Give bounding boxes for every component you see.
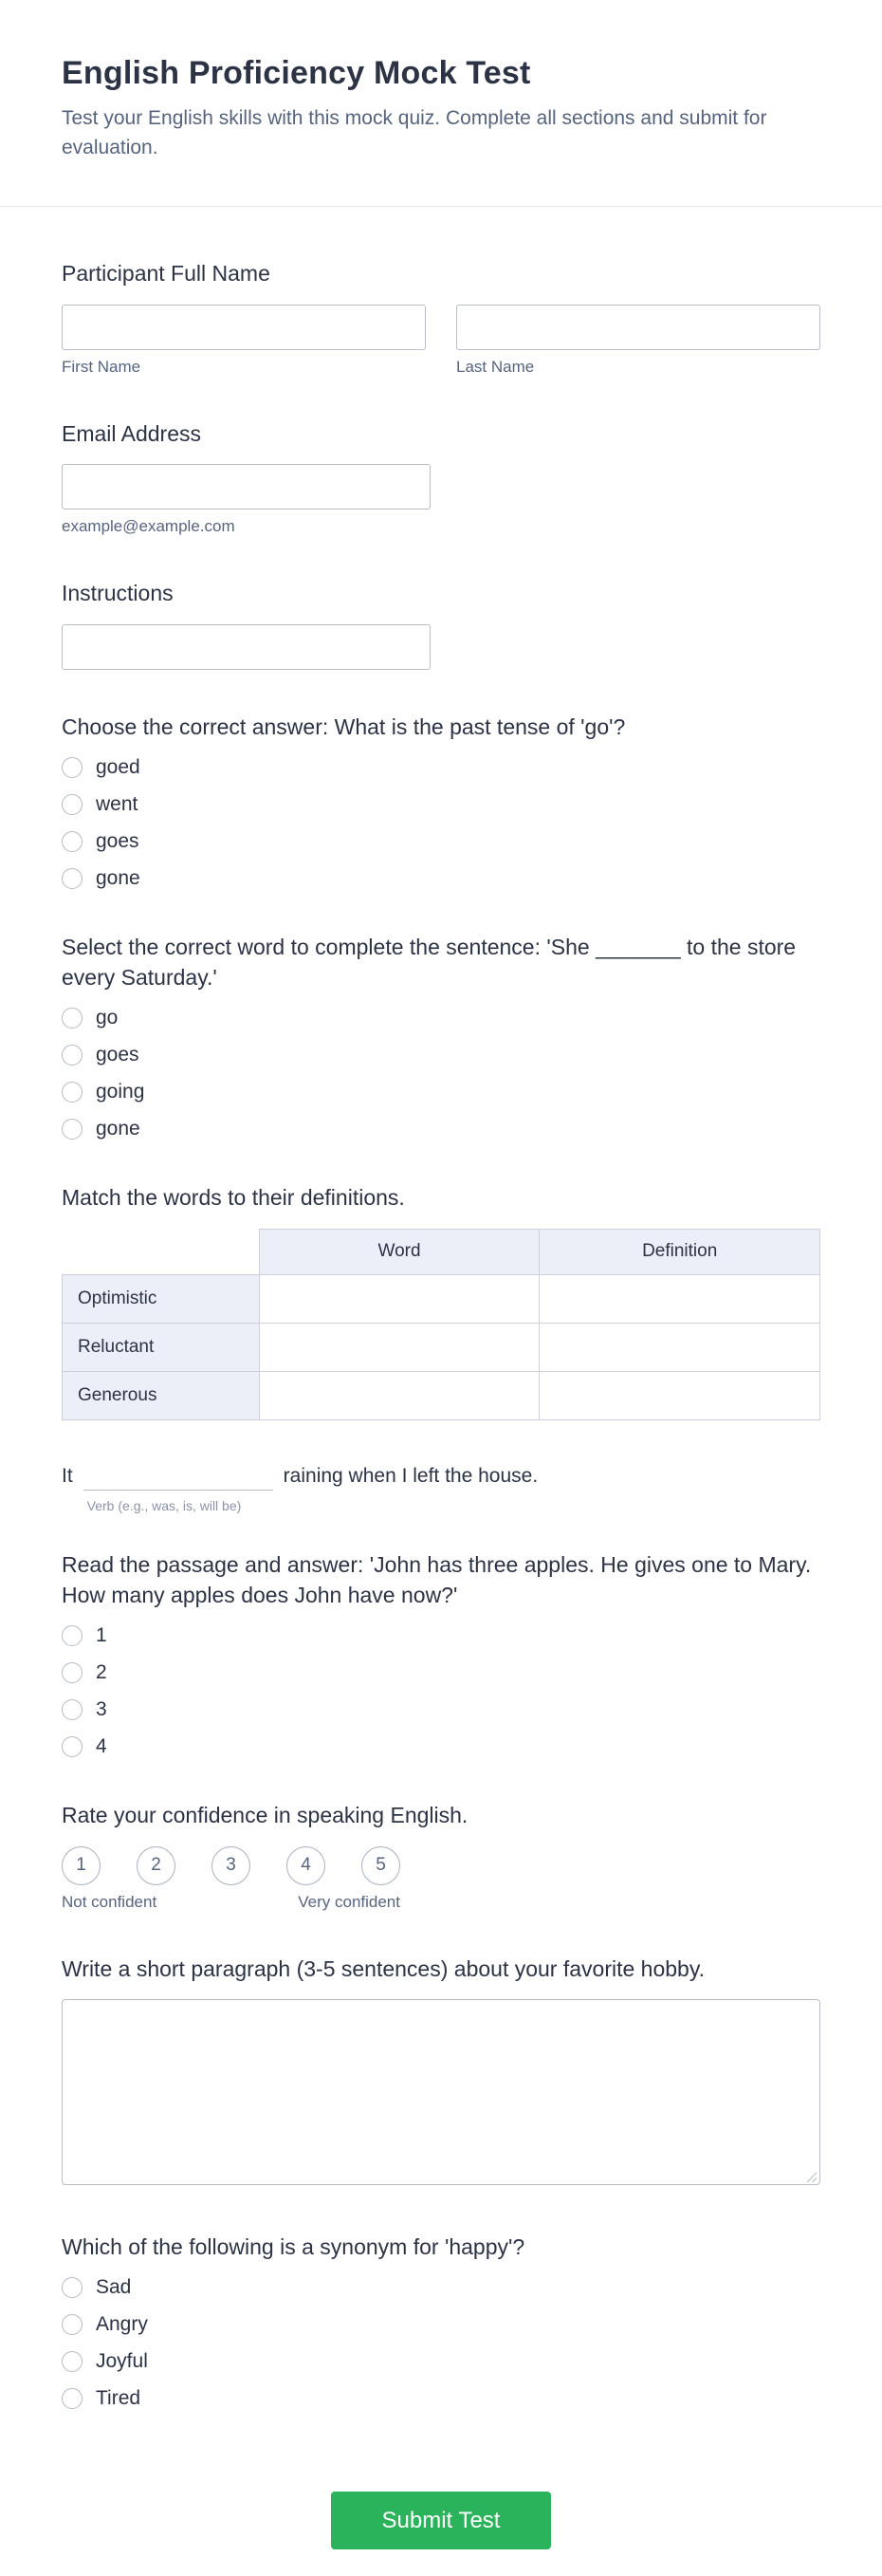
radio-icon[interactable] bbox=[62, 1662, 83, 1683]
scale-option-4[interactable] bbox=[286, 1846, 325, 1885]
first-name-sublabel: First Name bbox=[62, 357, 141, 376]
full-name-row bbox=[62, 305, 820, 377]
radio-option[interactable] bbox=[62, 1735, 820, 1758]
match-table-row bbox=[63, 1371, 820, 1419]
radio-icon[interactable] bbox=[62, 1008, 83, 1029]
synonym-options bbox=[62, 2276, 820, 2410]
radio-option[interactable] bbox=[62, 1698, 820, 1721]
scale-option-3[interactable] bbox=[211, 1846, 250, 1885]
form-title: English Proficiency Mock Test bbox=[62, 55, 531, 91]
confidence-scale-label: Rate your confidence in speaking English. bbox=[62, 1803, 469, 1828]
scale-left-label: Not confident bbox=[62, 1892, 157, 1911]
radio-option-label: went bbox=[96, 792, 138, 815]
radio-option[interactable] bbox=[62, 2350, 820, 2373]
radio-option-label: 4 bbox=[96, 1735, 107, 1758]
radio-option-label: Tired bbox=[96, 2387, 141, 2410]
match-column-definition: Definition bbox=[540, 1229, 820, 1274]
complete-sentence-options bbox=[62, 1007, 820, 1140]
question-synonym bbox=[62, 2232, 820, 2410]
question-complete-sentence bbox=[62, 932, 820, 1140]
scale-option-number: 1 bbox=[76, 1855, 86, 1876]
scale-option-number: 5 bbox=[376, 1855, 386, 1876]
radio-option-label: goed bbox=[96, 755, 140, 778]
scale-option-1[interactable] bbox=[62, 1846, 101, 1885]
match-table-row bbox=[63, 1274, 820, 1323]
radio-option[interactable] bbox=[62, 1624, 820, 1647]
past-tense-label: Choose the correct answer: What is the past tense of 'go'? bbox=[62, 714, 626, 740]
match-table-corner bbox=[63, 1229, 260, 1274]
question-reading bbox=[62, 1549, 820, 1758]
radio-icon[interactable] bbox=[62, 1082, 83, 1103]
scale-row bbox=[62, 1846, 400, 1885]
question-fill-blank bbox=[62, 1462, 820, 1513]
match-table-header-row bbox=[63, 1229, 820, 1274]
radio-option[interactable] bbox=[62, 1044, 820, 1066]
reading-options bbox=[62, 1624, 820, 1758]
radio-icon[interactable] bbox=[62, 757, 83, 778]
radio-icon[interactable] bbox=[62, 868, 83, 889]
match-cell-input[interactable] bbox=[540, 1323, 820, 1371]
match-definitions-label: Match the words to their definitions. bbox=[62, 1185, 405, 1211]
paragraph-label: Write a short paragraph (3-5 sentences) about your favorite hobby. bbox=[62, 1955, 706, 1981]
submit-button[interactable]: Submit Test bbox=[331, 2492, 551, 2549]
radio-icon[interactable] bbox=[62, 2351, 83, 2372]
fill-blank-input-wrap bbox=[83, 1462, 273, 1513]
field-email bbox=[62, 418, 820, 537]
radio-icon[interactable] bbox=[62, 2277, 83, 2298]
radio-option-label: goes bbox=[96, 829, 139, 852]
submit-row bbox=[62, 2452, 820, 2576]
complete-sentence-label: Select the correct word to complete the sentence: 'She _______ to the store every Saturday.' bbox=[62, 934, 797, 991]
radio-option-label: Joyful bbox=[96, 2350, 148, 2373]
radio-option-label: 1 bbox=[96, 1624, 107, 1647]
radio-icon[interactable] bbox=[62, 2388, 83, 2409]
email-label: Email Address bbox=[62, 420, 202, 446]
match-cell-input[interactable] bbox=[259, 1371, 540, 1419]
match-row-label: Optimistic bbox=[63, 1274, 260, 1323]
form-header bbox=[0, 0, 882, 207]
fill-blank-line bbox=[62, 1462, 820, 1513]
scale-option-2[interactable] bbox=[137, 1846, 175, 1885]
paragraph-textarea-wrap bbox=[62, 1999, 820, 2190]
radio-option[interactable] bbox=[62, 2387, 820, 2410]
radio-option-label: Angry bbox=[96, 2313, 148, 2336]
radio-option[interactable] bbox=[62, 1118, 820, 1140]
field-instructions bbox=[62, 578, 820, 670]
match-cell-input[interactable] bbox=[259, 1323, 540, 1371]
scale-endpoint-labels bbox=[62, 1893, 400, 1912]
radio-option-label: gone bbox=[96, 1118, 140, 1140]
full-name-label: Participant Full Name bbox=[62, 261, 270, 287]
radio-icon[interactable] bbox=[62, 1045, 83, 1066]
radio-option[interactable] bbox=[62, 830, 820, 853]
radio-icon[interactable] bbox=[62, 1119, 83, 1140]
radio-icon[interactable] bbox=[62, 831, 83, 852]
radio-option[interactable] bbox=[62, 793, 820, 816]
question-confidence-scale bbox=[62, 1800, 820, 1912]
match-column-word: Word bbox=[259, 1229, 540, 1274]
radio-option-label: Sad bbox=[96, 2276, 132, 2299]
radio-option-label: go bbox=[96, 1007, 119, 1029]
radio-option[interactable] bbox=[62, 1661, 820, 1684]
radio-option[interactable] bbox=[62, 756, 820, 779]
radio-icon[interactable] bbox=[62, 1699, 83, 1720]
match-table bbox=[62, 1229, 820, 1420]
scale-option-5[interactable] bbox=[361, 1846, 400, 1885]
match-cell-input[interactable] bbox=[540, 1371, 820, 1419]
scale-option-number: 4 bbox=[301, 1855, 311, 1876]
match-row-label: Generous bbox=[63, 1371, 260, 1419]
radio-option-label: gone bbox=[96, 866, 140, 889]
paragraph-textarea[interactable] bbox=[62, 1999, 820, 2185]
first-name-col bbox=[62, 305, 426, 377]
radio-option[interactable] bbox=[62, 2313, 820, 2336]
field-full-name bbox=[62, 258, 820, 377]
question-paragraph bbox=[62, 1954, 820, 2191]
resize-grip-icon[interactable] bbox=[805, 2171, 817, 2182]
question-match-definitions bbox=[62, 1182, 820, 1420]
match-cell-input[interactable] bbox=[540, 1274, 820, 1323]
fill-blank-input[interactable] bbox=[83, 1464, 273, 1491]
last-name-sublabel: Last Name bbox=[456, 357, 535, 376]
scale-option-number: 2 bbox=[151, 1855, 161, 1876]
radio-option-label: going bbox=[96, 1081, 145, 1103]
match-row-label: Reluctant bbox=[63, 1323, 260, 1371]
radio-icon[interactable] bbox=[62, 1625, 83, 1646]
radio-icon[interactable] bbox=[62, 2314, 83, 2335]
fill-blank-prefix: It bbox=[62, 1464, 73, 1487]
synonym-label: Which of the following is a synonym for 'happy'? bbox=[62, 2234, 525, 2260]
last-name-input[interactable] bbox=[456, 305, 820, 350]
radio-option[interactable] bbox=[62, 1081, 820, 1103]
radio-option[interactable] bbox=[62, 2276, 820, 2299]
radio-option-label: 2 bbox=[96, 1661, 107, 1684]
instructions-label: Instructions bbox=[62, 581, 174, 606]
form-subtitle: Test your English skills with this mock quiz. Complete all sections and submit for evaluation. bbox=[62, 107, 767, 159]
reading-label: Read the passage and answer: 'John has three apples. He gives one to Mary. How many apples does John have now?' bbox=[62, 1551, 812, 1608]
first-name-input[interactable] bbox=[62, 305, 426, 350]
last-name-col bbox=[456, 305, 820, 377]
match-table-row bbox=[63, 1323, 820, 1371]
radio-option[interactable] bbox=[62, 1007, 820, 1029]
past-tense-options bbox=[62, 756, 820, 890]
email-sublabel: example@example.com bbox=[62, 517, 235, 536]
question-past-tense bbox=[62, 712, 820, 890]
radio-option-label: goes bbox=[96, 1044, 139, 1066]
radio-option[interactable] bbox=[62, 867, 820, 890]
match-cell-input[interactable] bbox=[259, 1274, 540, 1323]
fill-blank-sublabel: Verb (e.g., was, is, will be) bbox=[86, 1497, 242, 1513]
fill-blank-suffix: raining when I left the house. bbox=[283, 1464, 539, 1487]
radio-option-label: 3 bbox=[96, 1698, 107, 1721]
radio-icon[interactable] bbox=[62, 794, 83, 815]
form-body bbox=[0, 207, 882, 2576]
radio-icon[interactable] bbox=[62, 1736, 83, 1757]
scale-right-label: Very confident bbox=[298, 1892, 400, 1911]
scale-option-number: 3 bbox=[226, 1855, 236, 1876]
instructions-input[interactable] bbox=[62, 624, 431, 670]
email-input[interactable] bbox=[62, 464, 431, 510]
